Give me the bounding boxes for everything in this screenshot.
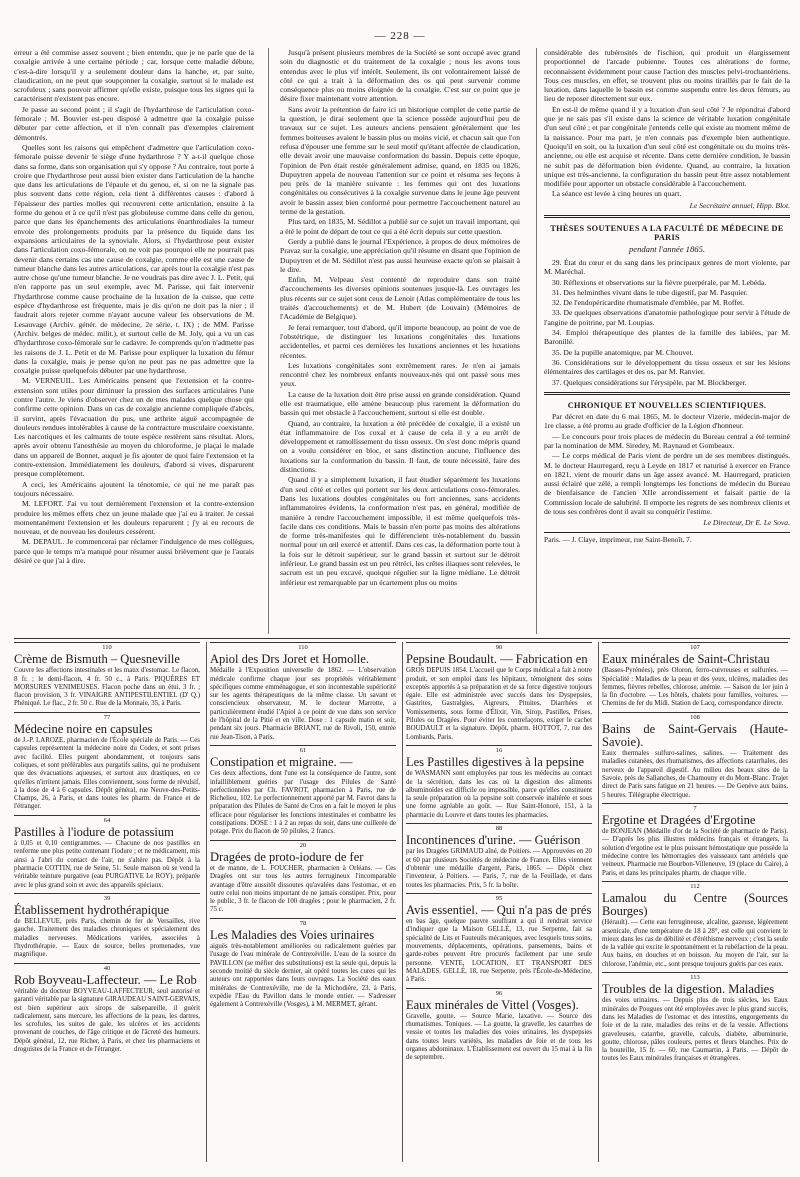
ad-body: Gravelle, goutte. — Source Marie, laxative. — Source des rhumatismes. Toniques. — La goutte, la gravelle, les catarrhes de vessie et toutes les maladies des voies urinaires, les dyspepsies dans toutes leurs variétés, les maladies de foie et de tous les organes abdominaux. L'Établissement est ouvert du 15 mai à la fin de septembre. bbox=[406, 1012, 592, 1062]
ad-title: Pepsine Boudault. — Fabrication en bbox=[406, 652, 588, 667]
article-area bbox=[14, 48, 790, 636]
ad-body: de BONJEAN (Médaille d'or de la Société de pharmacie de Paris). — D'après les plus illustres médecins français et étrangers, la solution d'ergotine est le plus puissant hémostatique que possède la médecine contre les hémorragies des vaisseaux tant artériels que veineux. Pharmacie rue Bourbon-Villeneuve, 19 (place du Caire), à Paris, et dans les principales pharm. de chaque ville. bbox=[602, 828, 788, 877]
advertisement bbox=[210, 745, 396, 840]
secretary-signature: Le Secrétaire annuel, Hipp. Blot. bbox=[689, 200, 790, 210]
ad-number: 110 bbox=[298, 644, 308, 651]
ad-body: Couvre les affections intestinales et les maux d'estomac. Le flacon, 8 fr. ; le demi-flacon, 4 fr. 50 c., à Paris. PIQUÈRES ET MORSURES VENIMEUSES. Flacon poche dans un étui, 3 fr. ; flacon provision, 3 fr. VINAIGRE ANTIPESTILENTIEL (D' Q.) Phéniqué. Le flac., 2 fr. 50 c. Rue de la Monnaie, 35, à Paris. bbox=[14, 667, 200, 708]
theses-subheading: pendant l'année 1865. bbox=[628, 243, 706, 254]
paragraph: Enfin, M. Velpeau s'est contenté de reproduire dans son traité d'accouchements les diverses opinions soutenues jusque-là. Les ouvrages les plus récents sur ce sujet sont ceux de Lenoir (Atlas complémentaire de tous les traités d'accouchements) et de M. Hubert (de Louvain) (Mémoires de l'Académie de Belgique). bbox=[280, 275, 520, 322]
advertisement bbox=[14, 642, 200, 712]
advertisement bbox=[602, 712, 788, 803]
ad-body: GROS DEPUIS 1854. L'accueil que le Corps médical a fait à notre produit, et son emploi dans les hôpitaux, témoignent des soins exceptés apportés à sa préparation et de sa force digestive toujours égale. Elle est administrée avec succès dans les Dyspepsies, Gastrites, Gastralgies, Aigreurs, Pituites, Diarrhées et Vomissements, sous forme d'Élixir, Vin, Sirop, Pastilles, Prises, Pilules ou Dragées. Pour éviter les contrefaçons, exiger le cachet BOUDAULT et la signature. Dépôt, pharm. HOTTOT, 7, rue des Lombards, Paris. bbox=[406, 667, 592, 741]
advertisement bbox=[14, 815, 200, 893]
thesis-item: 29. État du cœur et du sang dans les principaux genres de mort violente, par M. Maréchal. bbox=[544, 257, 790, 277]
ad-body: de J.-P. LAROZE, pharmacien de l'École spéciale de Paris. — Ces capsules représentent la médecine noire du Codex, et sont prises avec facilité. Elles purgent abondamment, et toujours sans coliques, et sont préférables aux purgatifs salins, qui ne produisent que des évacuations aqueuses, et surtout aux drastiques, en ce qu'elles n'irritent jamais. Elles conviennent, sous forme de révulsif, à la dose de 4 à 6 capsules. Dépôt général, rue Neuve-des-Petits-Champs, 26, à Paris, et dans toutes les pharm. de France et de l'étranger. bbox=[14, 737, 200, 811]
ad-number: 64 bbox=[103, 816, 111, 824]
ad-body: par les Dragées GRIMAUD aîné, de Poitiers. — Approuvées en 20 et 60 par plusieurs Sociétés de médecine de France. Elles viennent d'obtenir une médaille d'argent, Paris, 1865. — Dépôt chez l'inventeur, à Poitiers. — Paris, 7, rue de la Feuillade, et dans toutes les pharmacies. Prix, 5 fr. la boîte. bbox=[406, 848, 592, 889]
paragraph: erreur a été commise assez souvent ; bien entendu, que je ne parle que de la coxalgie arrivée à une certaine période ; car, lorsque cette maladie débute, c'est-à-dire lorsqu'il y a seulement douleur dans la hanche, et, par suite, claudication, on ne peut que soupçonner la coxalgie, surtout si le malade est scrofuleux ; sans pouvoir affirmer qu'elle existe, puisque tous les signes qui la caractérisent n'existent pas encore. bbox=[14, 48, 254, 104]
ad-title: Bains de Saint-Gervais (Haute-Savoie). bbox=[602, 722, 788, 750]
printer-imprint: Paris. — J. Claye, imprimeur, rue Saint-Benoît, 7. bbox=[544, 532, 790, 544]
ad-number: 78 bbox=[299, 919, 307, 927]
thesis-item: 37. Quelques considérations sur l'érysipèle, par M. Blockberger. bbox=[552, 377, 747, 387]
advertisement bbox=[14, 712, 200, 815]
paragraph: Je passe au second point ; il s'agit de l'hydarthrose de l'articulation coxo-fémorale ; M. Bouvier est-peu disposé à admettre que la coxalgie puisse débuter par cette affection, et il n'en connaît pas d'exemples clairement démontrés. bbox=[14, 104, 254, 142]
advertisement bbox=[210, 642, 396, 745]
ad-title: Eaux minérales de Saint-Christau bbox=[602, 652, 770, 667]
ads-top-rule bbox=[14, 638, 790, 639]
ad-body: véritable du docteur BOYVEAU-LAFFECTEUR, seul autorisé et garanti véritable par la signature GIRAUDEAU SAINT-GERVAIS, est bien supérieur aux sirops de salsepareille, il guérit radicalement, sans mercure, les affections de la peau, les dartres, les scrofules, les suites de gale, les ulcères et les accidents provenant de couches, de l'âge critique et de l'âcreté des humeurs. Dépôt général, 12, rue Richer, à Paris, et chez les pharmaciens et droguistes de la France et de l'étranger. bbox=[14, 987, 200, 1053]
ad-body: Médaille à l'Exposition universelle de 1862. — L'observation médicale confirme chaque jour ses propriétés véritablement spécifiques comme emménagogue, et son incontestable supériorité sur les agents thérapeutiques de la même classe. Un savant et consciencieux observateur, M. le docteur Marrotte, a particulièrement étudié l'Apiol à ce point de vue dans son service de l'hôpital de la Pitié et en ville. Dose : 1 capsule matin et soir, pendant six jours. Pharmacie BRIANT, rue de Rivoli, 150, entrée rue Jean-Tison, à Paris. bbox=[210, 667, 396, 741]
paragraph: En est-il de même quand il y a luxation d'un seul côté ? Je répondrai d'abord que je ne sais pas s'il existe dans la science de véritable luxation congénitale d'un seul côté ; et par congénitale j'entends celle qui existe au moment même de la naissance. Pour ma part, je n'en connais pas d'exemple bien authentique. Quoiqu'il en soit, ou la luxation d'un seul côté est congénitale ou du moins très-ancienne, ou elle est acquise et récente. Dans cette dernière condition, le bassin ne subit pas de déformation bien évidente. Quand, au contraire, la luxation unique est très-ancienne, la configuration du bassin peut être assez notablement modifiée pour apporter un obstacle considérable à l'accouchement. bbox=[544, 104, 790, 189]
advertisement bbox=[406, 823, 592, 893]
ad-column-1 bbox=[14, 642, 200, 1162]
thesis-item: 30. Réflexions et observations sur la fièvre puerpérale, par M. Lebéda. bbox=[552, 277, 767, 287]
ad-body: (Basses-Pyrénées), près Oloron, ferro-cuivreuses et sulfurées. — Spécialité : Maladies de la peau et des yeux, ulcères, maladies des femmes, fièvres rebelles, chlorose, anémie. — Saison du 1er juin à la fin d'octobre. — Les hôtels, chalets pour familles, voitures. — Chemins de fer du Midi. Station de Lacq, correspondance directe. bbox=[602, 667, 788, 708]
ad-number: 95 bbox=[495, 894, 503, 902]
ad-body: de WASMANN sont employées par tous les médecins au contact de la sécrétion, dans les cas où la digestion des aliments albuminoïdes est difficile ou impossible, parce qu'elles constituent la seule préparation où la pepsine soit conservée inaltérée et sous une forme agréable au goût. — Rue Saint-Honoré, 151, à la pharmacie du Louvre et dans toutes les pharmacies. bbox=[406, 770, 592, 819]
article-column-1 bbox=[14, 48, 254, 636]
ad-title: Rob Boyveau-Laffecteur. — Le Rob bbox=[14, 972, 197, 987]
ad-title: Apiol des Drs Joret et Homolle. bbox=[210, 652, 370, 667]
ad-title: Les Maladies des Voies urinaires bbox=[210, 928, 375, 943]
paragraph: Gerdy a publié dans le journal l'Expérience, à propos de deux mémoires de Pravaz sur la coxalgie, une appréciation qu'il résume en disant que l'opinion de Dupuytren et de M. Sédillot n'est pas aussi heureuse exacte qu'on se plaisait à le dire. bbox=[280, 236, 520, 274]
ad-number: 108 bbox=[690, 713, 700, 721]
paragraph: La séance est levée à cinq heures un quart. bbox=[552, 189, 682, 199]
ad-body: aiguës très-notablement améliorées ou radicalement guéries par l'usage de l'eau minérale de Contrexéville. L'eau de la source du PAVILLON (se méfier des substitutions) est la seule qui, depuis la seconde moitié du siècle dernier, ait opéré toutes les cures qui les auteurs ont rapportées dans leurs ouvrages. La Société des eaux minérales de Contrexéville, rue de la Michodière, 23, à Paris, expédie l'Eau du Pavillon dans le monde entier. — S'adresser également à Contrexéville (Vosges), à M. MERMET, gérant. bbox=[210, 943, 396, 1009]
ad-column-divider bbox=[206, 642, 207, 1162]
article-column-3 bbox=[544, 48, 790, 636]
ad-title: Crème de Bismuth – Quesneville bbox=[14, 652, 180, 667]
advertisement bbox=[210, 918, 396, 1013]
advertisement bbox=[406, 988, 592, 1066]
ad-column-divider bbox=[402, 642, 403, 1162]
paragraph: — Le concours pour trois places de médecin du Bureau central a été terminé par la nomination de MM. Siredey, M. Raynaud et Gombeaux. bbox=[544, 431, 790, 450]
ad-title: Ergotine et Dragées d'Ergotine bbox=[602, 813, 756, 828]
paragraph: Par décret en date du 6 mai 1865, M. le docteur Vizerie, médecin-major de 1re classe, a été promu au grade d'officier de la Légion d'honneur. bbox=[544, 412, 790, 431]
ad-number: 107 bbox=[690, 644, 700, 651]
ad-body: Ces deux affections, dont l'une est la conséquence de l'autre, sont infailliblement guéries par l'usage des Pilules de Santé perfectionnées par Ch. FAVROT, pharmacien à Paris, rue de Richelieu, 102. Le perfectionnement apporté par M. Favrot dans la préparation des Pilules de Santé de Cros en a fait le moyen le plus efficace pour régulariser les fonctions intestinales et combattre les constipations. DOSE : 1 à 2 au repas du soir, dans une cuillerée de potage. Prix du flacon de 50 pilules, 2 francs. bbox=[210, 770, 396, 836]
advertisement bbox=[602, 972, 788, 1067]
ad-title: Pastilles à l'iodure de potassium bbox=[14, 825, 174, 840]
ad-title: Médecine noire en capsules bbox=[14, 722, 153, 737]
ad-title: Les Pastilles digestives à la pepsine bbox=[406, 755, 585, 770]
page-number: — 228 — bbox=[374, 30, 426, 42]
ad-number: 40 bbox=[103, 964, 111, 972]
paragraph: M. VERNEUIL. Les Américains pensent que l'extension et la contre-extension sont utiles pour diminuer la pression des surfaces articulaires l'une contre l'autre. Je viens d'observer chez un de mes malades quelque chose qui confirme cette opinion. Dans un cas de coxalgie ancienne compliquée d'abcès, il survint, après l'évacuation du pus, une arthrite aiguë accompagnée de douleurs rendues intolérables à cause de la contracture musculaire coexistante. Les narcotiques et les calmants de toute espèce restèrent sans résultat. Alors, après avoir obtenu l'anesthésie au moyen du chloroforme, je plaçai le malade dans un appareil de Bonnet, auquel je fis ajouter de quoi faire l'extension et la contre-extension. Immédiatement les douleurs, d'abord si vives, disparurent presque complètement. bbox=[14, 376, 254, 479]
thesis-item: 34. Emploi thérapeutique des plantes de la famille des labiées, par M. Baronillé. bbox=[544, 328, 790, 347]
thesis-item: 31. Des helminthes vivant dans le tube digestif, par M. Pasquier. bbox=[552, 287, 748, 297]
paragraph: considérable des tubérosités de l'ischion, qui produit un élargissement proportionnel de l'arcade pubienne. Toutes ces altérations de forme, reconnaissent évidemment pour cause l'action des muscles pelvi-trochantériens. Tous ces muscles, en effet, se trouvent plus ou moins tiraillés par le fait de la luxation, dans laquelle le bassin est comme suspendu entre les deux fémurs, au lieu de reposer directement sur eux. bbox=[544, 48, 790, 104]
ad-title: Eaux minérales de Vittel (Vosges). bbox=[406, 997, 579, 1012]
paragraph: La cause de la luxation doit être prise aussi en grande considération. Quand elle est traumatique, elle amène beaucoup plus rarement la déformation du bassin qui met obstacle à l'accouchement, surtout si elle est double. bbox=[280, 389, 520, 418]
ad-body: Eaux thermales sulfuro-salines, salines. — Traitement des maladies cutanées, des rhumatismes, des affections catarrhales, des nerveux de l'appareil digestif. Au milieu des beaux sites de la Savoie, près de Sallanches, de Chamouny et du Mont-Blanc. Trajet direct de Paris sans fatigue en 21 heures. — De Genève aux bains, 5 heures. Télégraphe électrique. bbox=[602, 750, 788, 799]
section-divider bbox=[544, 392, 790, 395]
article-column-2 bbox=[280, 48, 520, 636]
paragraph: Quand, au contraire, la luxation a été précédée de coxalgie, il a existé un état inflammatoire de l'os coxal et à cause de cela il y a eu arrêt de développement et ramollissement du tissu osseux. On s'est donc mépris quand on a voulu considérer en bloc, et sans distinction aucune, l'influence des luxations sur la conformation du bassin. Il faut, de toute nécessité, faire des distinctions. bbox=[280, 418, 520, 475]
ad-body: des voies urinaires. — Depuis plus de trois siècles, les Eaux minérales de Pougues ont été employées avec le plus grand succès, dans les Maladies de l'estomac et des intestins, engorgements du foie et de la rate, maladies des reins et de la vessie. Affections graveleuses, catarrhe, gravelle, calculs, diabète, albuminurie, goutte, chlorose, pâles couleurs, pertes et fleurs blanches. Prix de la bouteille, 15 fr. — 60, rue Caumartin, à Paris. — Dépôt de toutes les Eaux minérales françaises et étrangères. bbox=[602, 997, 788, 1063]
column-divider bbox=[268, 48, 269, 634]
ad-body: (Hérault). — Cette eau ferrugineuse, alcaline, gazeuse, légèrement arsenicale, d'une température de 18 à 28°, est celle qui convient le mieux dans les cas de débilité et d'éréthisme nerveux ; c'est la seule de la vallée qui excite le spontanément et la rubéfaction de la peau. Aux bains, en douches et en boisson. Au moyen de l'air, sur la chlorose, l'anémie, etc., sont presque toujours guéris par ces eaux. bbox=[602, 919, 788, 968]
paragraph: Plus tard, en 1835, M. Sédillot a publié sur ce sujet un travail important, qui a été le point de départ de tout ce qui a été écrit depuis sur cette question. bbox=[280, 217, 520, 236]
ad-column-2 bbox=[210, 642, 396, 1162]
paragraph: Jusqu'à présent plusieurs membres de la Société se sont occupé avec grand soin du diagnostic et du traitement de la coxalgie ; nous les avons tous entendus avec le plus vif intérêt. Seulement, ils ont volontairement laissé de côté ce qui a trait à la déformation des os qui peut survenir comme conséquence plus ou moins éloignée de la coxalgie. C'est sur ce point que je désire fixer maintenant votre attention. bbox=[280, 48, 520, 104]
advertisement bbox=[406, 642, 592, 745]
ad-column-divider bbox=[598, 642, 599, 1162]
ad-body: à 0,05 et 0,10 centigrammes. — Chacune de nos pastilles en renferme une plus petite contenant l'iodure ; et ne médicament, mis ainsi à l'abri du contact de l'air, ne s'altère pas. Dépôt à la pharmacie COTTIN, rue de Seine, 51. Seule maison où se vend la véritable teinture purgative (eau PURGATIVE Le ROY), préparée avec le plus grand soin et avec des appareils spéciaux. bbox=[14, 840, 200, 889]
thesis-item: 32. De l'endopéricardite rhumatismale d'emblée, par M. Roffet. bbox=[552, 298, 745, 308]
ad-number: 88 bbox=[495, 825, 503, 833]
advertisement bbox=[14, 963, 200, 1058]
ad-title: Incontinences d'urine. — Guérison bbox=[406, 833, 581, 848]
ad-number: 113 bbox=[690, 974, 700, 982]
ad-number: 90 bbox=[495, 644, 503, 651]
theses-heading: THÈSES SOUTENUES A LA FACULTÉ DE MÉDECINE DE PARIS bbox=[550, 224, 784, 243]
advertisement bbox=[210, 840, 396, 918]
thesis-item: 35. De la pupille anatomique, par M. Chouvet. bbox=[552, 347, 694, 357]
ad-body: et de manne, de L. FOUCHER, pharmacien à Orléans. — Ces Dragées ont sur tous les autres ferrugineux l'incomparable avantage d'être aussitôt dissoutes qu'avalées dans l'estomac, et en outre celui non moins important de ne jamais constiper. Prix, pour le public, 3 fr. le flacon de 100 dragées ; pour le pharmacien, 2 fr. 75 c. bbox=[210, 864, 396, 914]
director-signature: Le Directeur, Dr E. Le Sova. bbox=[703, 518, 790, 528]
ad-title: Avis essentiel. — Qui n'a pas de prés bbox=[406, 903, 592, 918]
paragraph: Sans avoir la prétention de faire ici un historique complet de cette partie de la question, je dirai seulement que la science possède aujourd'hui peu de travaux sur ce sujet. Les auteurs anciens pensaient généralement que les femmes boiteuses avaient le bassin plus ou moins vicié, et chacun sait que l'on refusa d'épouser une femme sur le seul motif qu'étant affectée de claudication, elle devait avoir une mauvaise conformation du bassin. Depuis cette époque, l'opinion de Pen était restée généralement admise, quand, en 1835 ou 1826, Dupuytren appela de nouveau l'attention sur ce point et résuma ses leçons à peu près de la manière suivante : les femmes qui ont des luxations congénitales ou consécutives à la coxalgie survenue dans le jeune âge peuvent avoir le bassin assez bien conformé pour permettre l'accouchement naturel au terme de la gestation. bbox=[280, 104, 520, 217]
advertisement bbox=[602, 881, 788, 972]
ad-number: 16 bbox=[495, 746, 503, 754]
ad-title: Troubles de la digestion. Maladies bbox=[602, 982, 775, 997]
advertisement bbox=[406, 745, 592, 823]
advertisement bbox=[406, 893, 592, 988]
advertisement bbox=[602, 803, 788, 881]
ad-number: 20 bbox=[299, 841, 307, 849]
ad-body: en bas âge, quelque pauvre souffrant a qui il rendrait service d'indiquer que la Maison GELLÉ, 13, rue Serpente, fait sa spécialité de Lits et Fauteuils mécaniques, avec lesquels tous soins, mouvements, déplacements, opérations, pansements, bains et garde-robes peuvent être procurés facilement par une seule personne. VENTE, LOCATION, ET TRANSPORT DES MALADES. GELLÉ, 18, rue Serpente, près l'École-de-Médecine, à Paris. bbox=[406, 918, 592, 984]
ad-number: 96 bbox=[495, 989, 503, 997]
ad-title: Lamalou du Centre (Sources Bourges) bbox=[602, 891, 788, 919]
ad-title: Dragées de proto-iodure de fer bbox=[210, 849, 364, 864]
paragraph: Je ferai remarquer, tout d'abord, qu'il importe beaucoup, au point de vue de l'obstétrique, de distinguer les luxations congénitales des luxations accidentelles, et parmi ces dernières les luxations anciennes et les luxations récentes. bbox=[280, 322, 520, 360]
paragraph: A ceci, les Américains ajoutent la ténotomie, ce qui ne me paraît pas toujours nécessaire. bbox=[14, 479, 254, 498]
paragraph: M. DEPAUL. Je commencerai par réclamer l'indulgence de mes collègues, parce que le temps m'a manqué pour résumer aussi brièvement que je l'aurais désiré ce que j'ai à dire. bbox=[14, 537, 254, 566]
ad-title: Constipation et migraine. — bbox=[210, 755, 353, 770]
section-divider bbox=[544, 215, 790, 218]
ad-body: de BELLEVUE, près Paris, chemin de fer de Versailles, rive gauche. Traitement des maladies chroniques et spécialement des maladies nerveuses. Médications variées, associées à l'hydrothérapie. — Eaux de source, belles promenades, vue magnifique. bbox=[14, 918, 200, 959]
paragraph: Quelles sont les raisons qui empêchent d'admettre que l'articulation coxo-fémorale puisse devenir le siège d'une hydarthrose ? Y a-t-il quelque chose dans sa forme, dans son organisation qui s'y oppose ? Au contraire, tout porte à croire que l'hydarthrose peut aussi bien exister dans l'articulation de la hanche que dans les articulations de l'épaule et du genou, et, si on ne la signale pas plus souvent dans cette région, cela tient à différentes causes : d'abord à l'épaisseur des parties molles qui recouvrent cette articulation, ensuite à la forme du genou et à ce qu'il n'est pas globuleuse comme dans celle du genou, parce que dans les épanchements des articulations énarthrodiales la tumeur envoie des prolongements produits par la présence du liquide dans les expansions articulaires de la synoviale. Alors, si l'hydarthrose peut exister dans l'articulation coxo-fémorale, on ne voit pas pourquoi elle ne pourrait pas devenir dans certains cas une cause de coxalgie, comme elle est une cause de tumeur blanche dans les autres articulations, car après tout la coxalgie n'est pas autre chose qu'une tumeur blanche. Je ne voudrais pas dire avec J. L. Petit, qui n'en rapporte pas un seul exemple, avec M. Parisse, qui fait intervenir l'hydarthrose comme cause prochaine de la luxation de la cuisse, que cette espèce d'hydarthrose est fréquente, mais je dis qu'on ne doit pas la nier ; il faudrait alors rejeter comme n'ayant aucune valeur les observations de M. Lesauvage (Archiv. génér. de médecine, 2e série, t. IX) ; de MM. Parisse (Archiv. belges de médec. milit.), et surtout celle de M. Joly, qui a vu un cas d'hydarthrose coxo-fémorale sur le cadavre. Je comprends qu'on n'admette pas les raisons de J. L. Petit et de M. Parisse pour expliquer la luxation du fémur dans la coxalgie, mais je pense qu'on ne peut pas ne pas admettre que la coxalgie puisse quelquefois débuter par une hydarthrose. bbox=[14, 142, 254, 376]
thesis-item: 33. De quelques observations d'anatomie pathologique pour servir à l'étude de l'angine de poitrine, par M. Loupias. bbox=[544, 308, 790, 327]
paragraph: Les luxations congénitales sont extrêmement rares. Je n'en ai jamais rencontré chez les nombreux enfants nouveaux-nés qui ont passé sous mes yeux. bbox=[280, 360, 520, 389]
column-divider bbox=[536, 48, 537, 634]
paragraph: — Le corps médical de Paris vient de perdre un de ses membres distingués. M. le docteur Haurregard, reçu à Leyde en 1817 et naturisé à exercer en France en 1821, vient de mourir dans un âge assez avancé. M. Haurregard, praticien aussi éclairé que zélé, a rempli longtemps les fonctions de médecin du Bureau de bienfaisance de l'ancien XIIe arrondissement et faisait partie de la Commission locale de salubrité. Il emporte les regrets de ses nombreux clients et de tous ses confrères dont il avait su conquérir l'estime. bbox=[544, 451, 790, 517]
ad-title: Établissement hydrothérapique bbox=[14, 903, 170, 918]
advertisement bbox=[602, 642, 788, 712]
paragraph: M. LEFORT. J'ai vu tout dernièrement l'extension et la contre-extension produire les mêmes effets chez un jeune malade que j'ai eu à traiter. Je cessai momentanément l'extension et les douleurs reparurent ; j'y ai eu recours de nouveau, et de nouveau les douleurs cessèrent. bbox=[14, 499, 254, 537]
ad-number: 77 bbox=[103, 713, 111, 721]
ad-number: 112 bbox=[690, 882, 700, 890]
advertisement bbox=[14, 893, 200, 963]
ad-column-4 bbox=[602, 642, 788, 1162]
ad-number: 110 bbox=[102, 644, 112, 651]
chronique-heading: CHRONIQUE ET NOUVELLES SCIENTIFIQUES. bbox=[567, 400, 767, 410]
ad-column-3 bbox=[406, 642, 592, 1162]
thesis-item: 36. Considérations sur le développement du tissu osseux et sur les lésions élémentaires des cartilages et des os, par M. Ranvier. bbox=[544, 357, 790, 377]
ad-number: 61 bbox=[299, 746, 307, 754]
ad-number: 7 bbox=[693, 804, 697, 812]
ad-number: 39 bbox=[103, 894, 111, 902]
paragraph: Quand il y a simplement luxation, il faut étudier séparément les luxations d'un seul côté et celles qui portent sur les deux articulations coxo-fémorales. Dans les luxations doubles congénitales ou fort anciennes, sans accidents inflammatoires évidents, la conformation n'est pas, en général, modifiée de manière à rendre l'accouchement impossible, il est même quelquefois très-facile dans ces conditions. Mais le bassin n'en porte pas moins des altérations de forme très-manifestes qui le différencient très-notablement du bassin normal pour un œil exercé et attentif. Dans ces cas, la déformation porte tout à la fois sur le détroit supérieur, sur le grand bassin et surtout sur le détroit inférieur. Le grand bassin est un peu rétréci, les crêtes iliaques sont relevées, le sacrum est un peu excavé, quoique régulier sur la ligne médiane. Le détroit inférieur est remarquable par un écartement plus ou moins bbox=[280, 475, 520, 587]
